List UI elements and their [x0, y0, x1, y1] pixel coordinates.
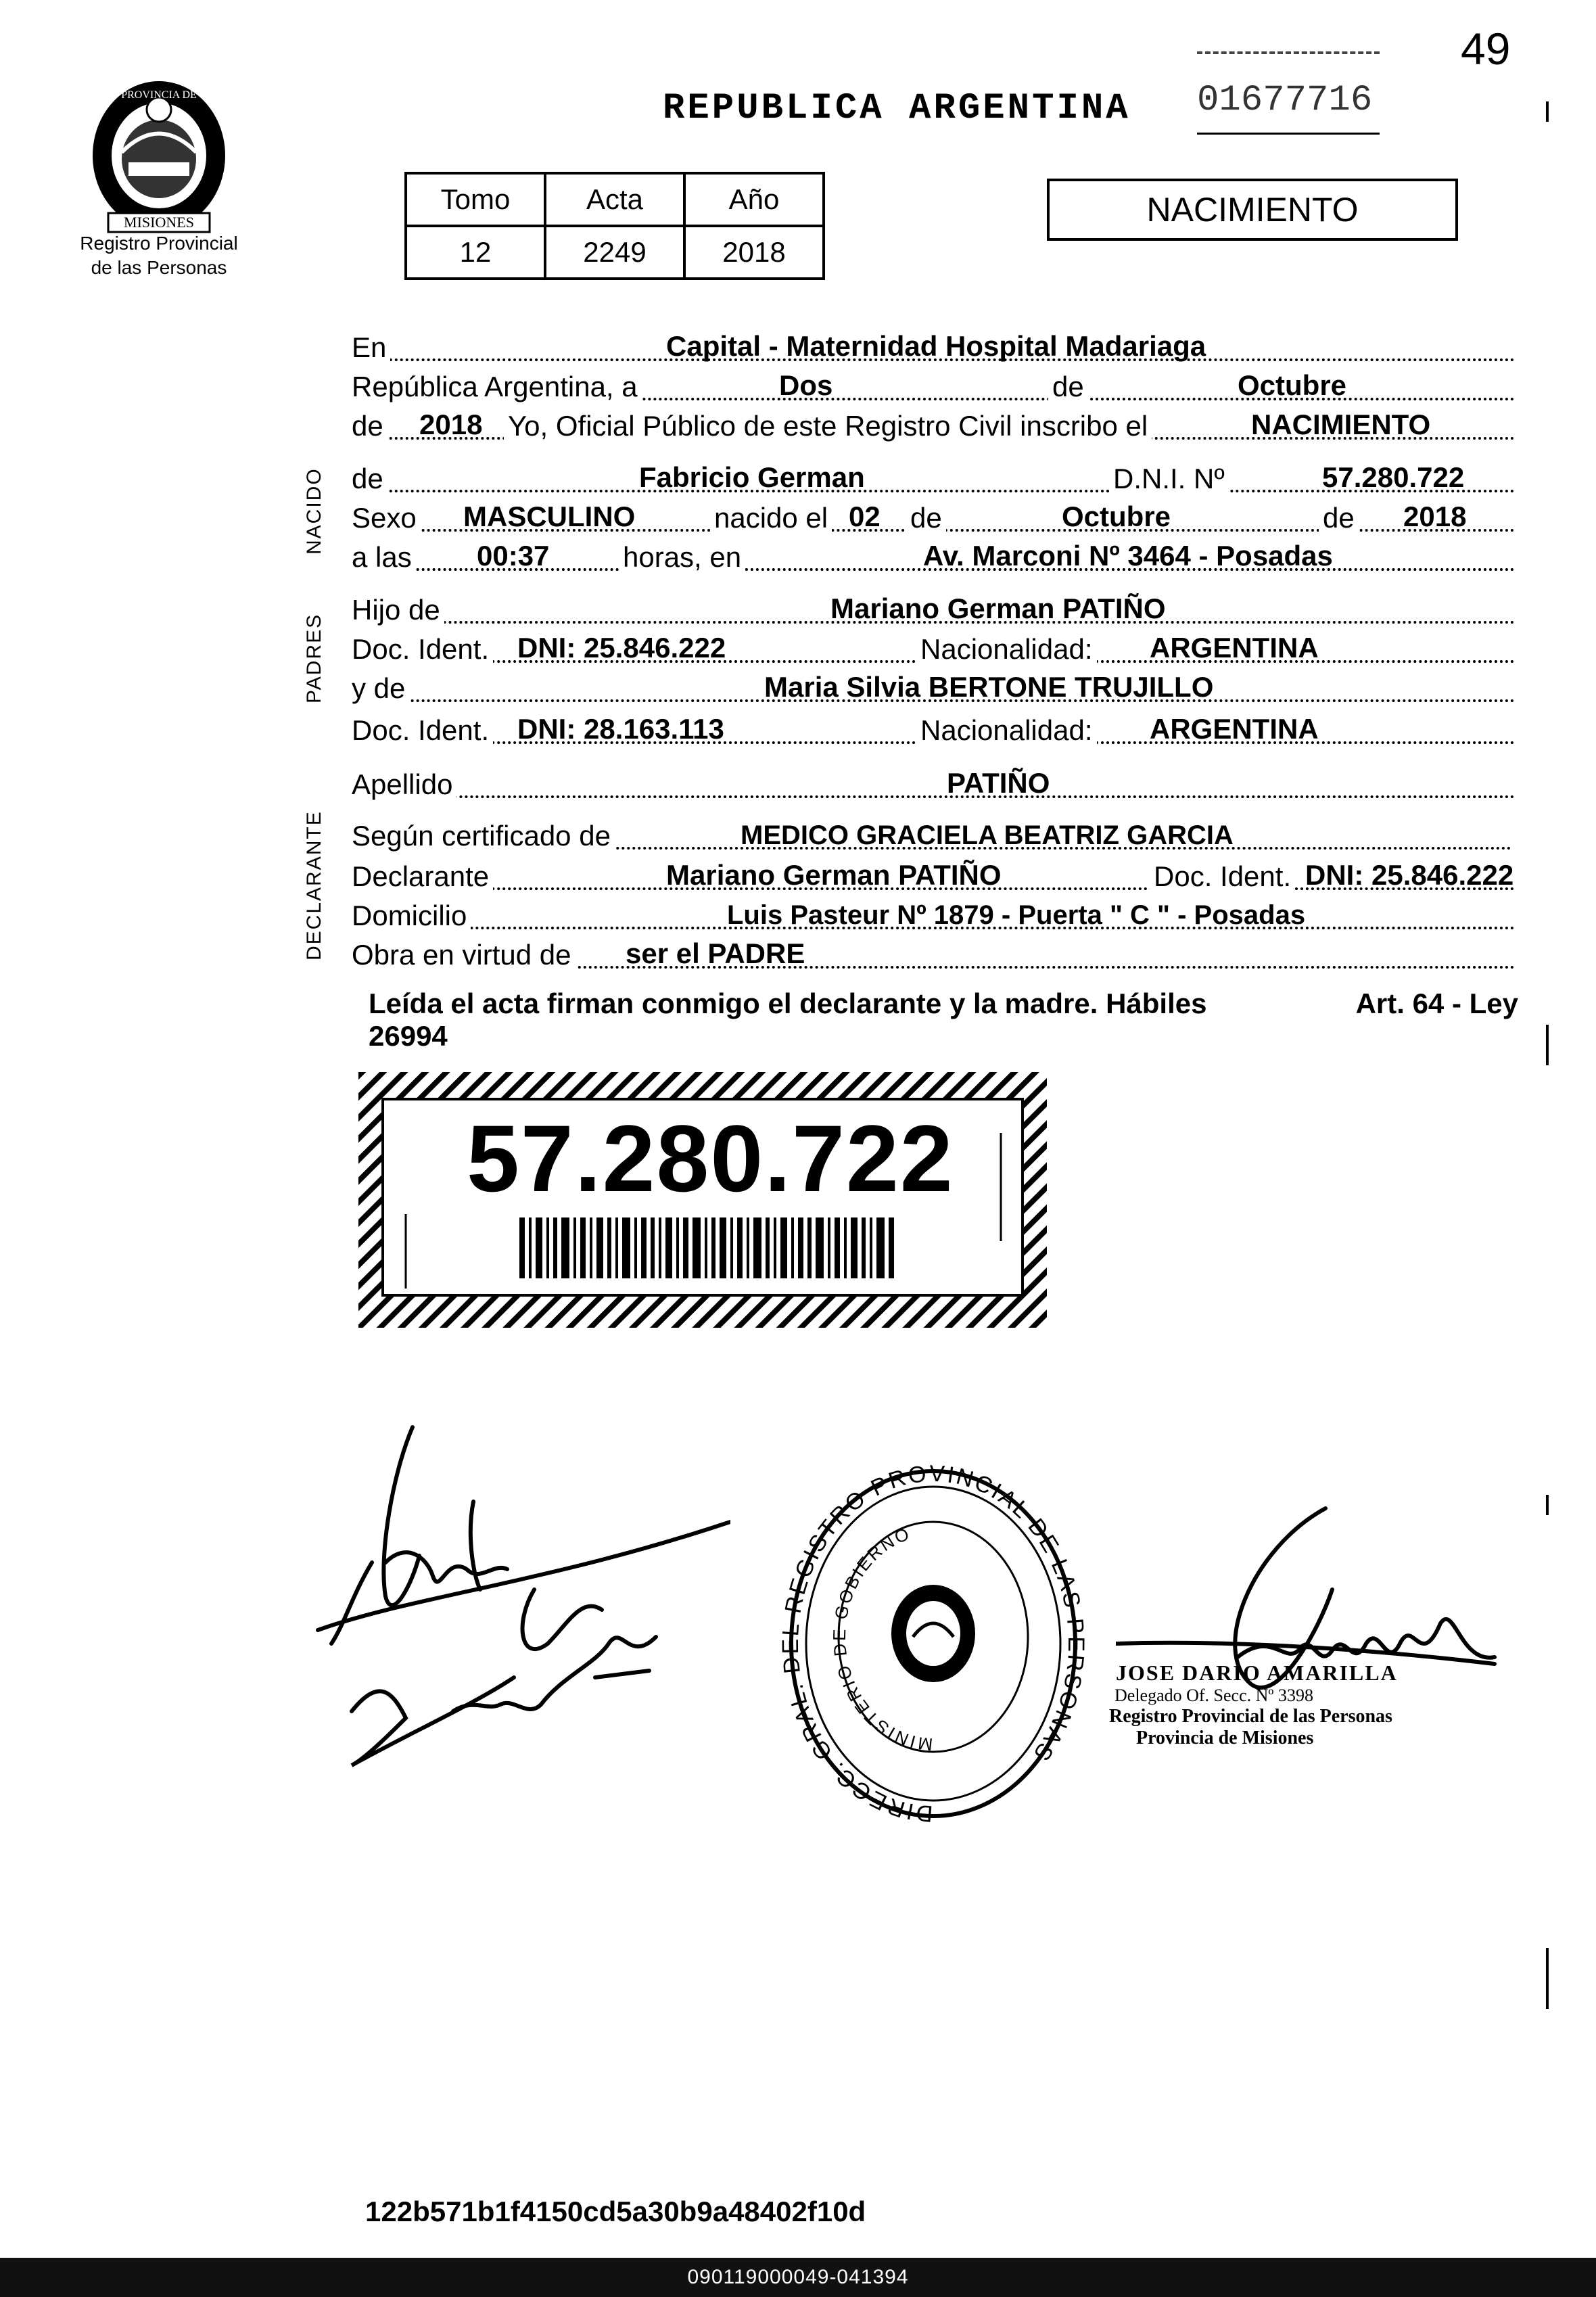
nacionalidad-label-2: Nacionalidad: — [916, 714, 1097, 747]
en-label: En — [352, 331, 390, 364]
a-las-label: a las — [352, 541, 416, 574]
doc-ident-label-3: Doc. Ident. — [1150, 860, 1295, 893]
legend-line-1: Leída el acta firman conmigo el declarante y la madre. Hábiles — [369, 988, 1207, 1019]
scan-mark — [1546, 1948, 1549, 2009]
serial-top-line — [1197, 51, 1380, 54]
nacionalidad-label: Nacionalidad: — [916, 633, 1097, 666]
row-madre — [352, 662, 1515, 702]
nombre-value: Fabricio German — [639, 461, 865, 493]
padre-value: Mariano German PATIÑO — [830, 593, 1166, 624]
legend-right: Art. 64 - Ley — [1355, 988, 1518, 1019]
madre-nac-value: ARGENTINA — [1150, 713, 1319, 745]
dni-label-number: 57.280.722 — [467, 1105, 954, 1211]
record-type-box: NACIMIENTO — [1047, 179, 1458, 241]
madre-doc-value: DNI: 28.163.113 — [517, 713, 724, 745]
madre-value: Maria Silvia BERTONE TRUJILLO — [764, 671, 1214, 703]
obra-value: ser el PADRE — [626, 937, 805, 969]
scan-mark — [1546, 1025, 1549, 1065]
apellido-label: Apellido — [352, 768, 456, 801]
de-label-2: de — [352, 410, 388, 442]
row-fecha-inscripcion — [352, 360, 1515, 400]
serial-number: 01677716 — [1197, 80, 1373, 121]
domicilio-label: Domicilio — [352, 900, 471, 932]
de-label-3: de — [352, 463, 388, 495]
lugar-value: Av. Marconi Nº 3464 - Posadas — [923, 540, 1333, 572]
official-seal — [778, 1454, 1089, 1833]
seal-inner-text: MINISTERIO DE GOBIERNO — [828, 1523, 934, 1755]
de-label-4: de — [906, 502, 946, 534]
row-padre — [352, 583, 1515, 624]
de-label: de — [1048, 371, 1088, 403]
nacido-el-label: nacido el — [710, 502, 832, 534]
padre-doc-value: DNI: 25.846.222 — [517, 632, 726, 664]
domicilio-value: Luis Pasteur Nº 1879 - Puerta " C " - Posadas — [727, 900, 1306, 930]
row-hora — [352, 530, 1515, 571]
sexo-value: MASCULINO — [463, 501, 636, 532]
declarante-value: Mariano German PATIÑO — [666, 859, 1002, 891]
tomo-acta-anio-table — [404, 172, 825, 280]
svg-text:MISIONES: MISIONES — [124, 214, 194, 231]
nac-mes-value: Octubre — [1062, 501, 1171, 532]
mes-value: Octubre — [1238, 369, 1347, 401]
dia-value: Dos — [779, 369, 833, 401]
page-number: 49 — [1461, 24, 1511, 74]
footer-code: 090119000049-041394 — [687, 2266, 909, 2288]
row-certificado — [352, 809, 1511, 850]
row-domicilio — [352, 889, 1515, 929]
svg-text:PROVINCIA DE: PROVINCIA DE — [121, 89, 197, 101]
barcode-icon — [519, 1217, 898, 1278]
acta-value: 2249 — [545, 226, 684, 279]
row-lugar — [352, 321, 1515, 361]
delegate-role: Delegado Of. Secc. Nº 3398 — [1114, 1686, 1313, 1705]
delegate-stamp — [1109, 1661, 1398, 1749]
legend-line-2: 26994 — [369, 1020, 448, 1052]
serial-underline — [1197, 133, 1380, 135]
de-label-5: de — [1319, 502, 1359, 534]
section-label-padres: PADRES — [303, 613, 325, 703]
row-sexo — [352, 491, 1515, 532]
certificado-label: Según certificado de — [352, 820, 615, 852]
section-label-declarante: DECLARANTE — [303, 810, 325, 960]
hijo-de-label: Hijo de — [352, 594, 444, 626]
scan-mark — [1546, 101, 1549, 122]
delegate-registry: Registro Provincial de las Personas — [1109, 1706, 1392, 1727]
section-label-nacido: NACIDO — [303, 467, 325, 555]
horas-en-label: horas, en — [619, 541, 745, 574]
delegate-name: JOSE DARIO AMARILLA — [1116, 1661, 1398, 1685]
declarant-and-mother-signatures — [311, 1420, 730, 1799]
inscribo-value: NACIMIENTO — [1251, 409, 1431, 440]
document-title: REPUBLICA ARGENTINA — [663, 88, 1131, 129]
legal-legend — [369, 988, 1518, 1052]
republica-label: República Argentina, a — [352, 371, 642, 403]
tomo-header: Tomo — [406, 173, 545, 226]
misiones-coat-of-arms-logo — [81, 68, 237, 237]
obra-label: Obra en virtud de — [352, 939, 576, 971]
row-declarante — [352, 850, 1515, 890]
row-obra — [352, 928, 1515, 969]
inscribo-label: Yo, Oficial Público de este Registro Civil inscribo el — [504, 410, 1152, 442]
dni-value: 57.280.722 — [1322, 461, 1465, 493]
sexo-label: Sexo — [352, 502, 421, 534]
anio-value: 2018 — [684, 226, 824, 279]
document-hash: 122b571b1f4150cd5a30b9a48402f10d — [365, 2196, 866, 2227]
dni-label: D.N.I. Nº — [1109, 463, 1229, 495]
en-value: Capital - Maternidad Hospital Madariaga — [666, 330, 1206, 362]
nac-anio-value: 2018 — [1403, 501, 1467, 532]
anio-header: Año — [684, 173, 824, 226]
doc-ident-label-2: Doc. Ident. — [352, 714, 493, 747]
row-padre-doc — [352, 622, 1515, 663]
anio-value: 2018 — [419, 409, 483, 440]
declarante-label: Declarante — [352, 860, 493, 893]
delegate-province: Provincia de Misiones — [1136, 1727, 1314, 1748]
declarante-doc-value: DNI: 25.846.222 — [1305, 859, 1514, 891]
doc-ident-label: Doc. Ident. — [352, 633, 493, 666]
scan-mark — [1546, 1495, 1549, 1515]
hora-value: 00:37 — [477, 540, 550, 572]
institution-caption: Registro Provincial de las Personas — [80, 233, 238, 278]
row-anio-inscripcion — [352, 399, 1515, 440]
y-de-label: y de — [352, 672, 409, 705]
padre-nac-value: ARGENTINA — [1150, 632, 1319, 664]
seal-outer-text: DIRECC. GRAL. DEL REGISTRO PROVINCIAL DE LAS PERSONAS — [778, 1460, 1089, 1827]
nac-dia-value: 02 — [849, 501, 881, 532]
acta-header: Acta — [545, 173, 684, 226]
row-madre-doc — [352, 703, 1515, 744]
apellido-value: PATIÑO — [947, 767, 1050, 799]
row-nombre — [352, 452, 1515, 492]
row-apellido — [352, 758, 1515, 798]
certificado-value: MEDICO GRACIELA BEATRIZ GARCIA — [741, 820, 1234, 850]
tomo-value: 12 — [406, 226, 545, 279]
